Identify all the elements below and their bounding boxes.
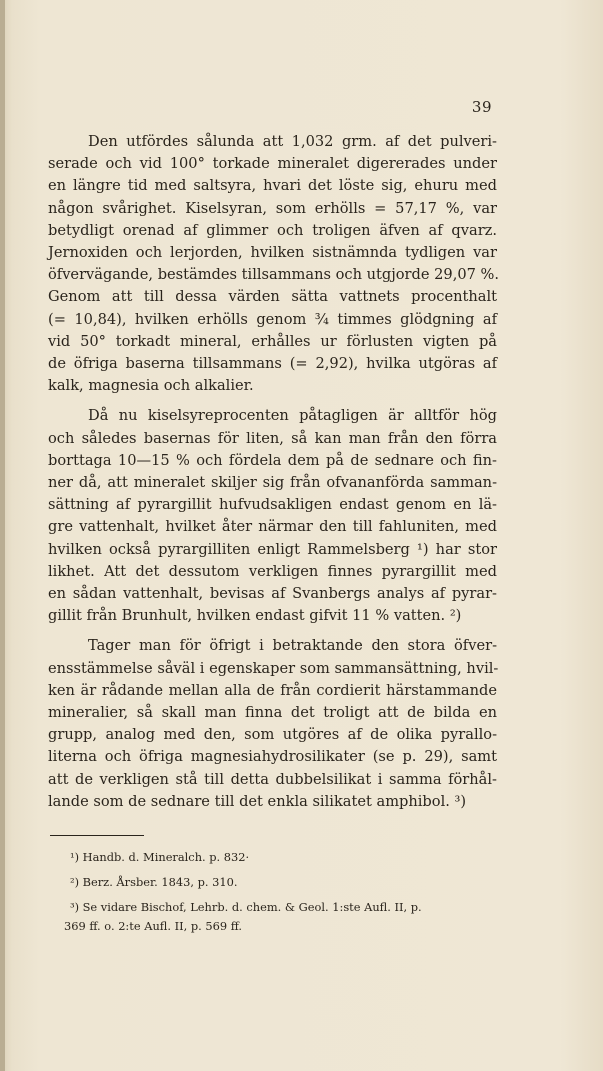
text-line: Den utfördes sålunda att 1,032 grm. af det pulveri-	[88, 133, 497, 150]
text-line: vid 50° torkadt mineral, erhålles ur förlusten vigten på	[48, 332, 497, 350]
text-line: gillit från Brunhult, hvilken endast gifvit 11 % vatten. ²)	[48, 607, 462, 625]
paragraph-2	[48, 405, 497, 627]
text-line: mineralier, så skall man finna det troligt att de bilda en	[48, 704, 497, 722]
text-line: en längre tid med saltsyra, hvari det löste sig, ehuru med	[48, 177, 497, 195]
text-line: ken är rådande mellan alla de från cordierit härstammande	[48, 681, 497, 699]
text-line: grupp, analog med den, som utgöres af de olika pyrallo-	[48, 726, 497, 744]
text-line: lande som de sednare till det enkla silikatet amphibol. ³)	[48, 792, 467, 810]
text-line: betydligt orenad af glimmer och troligen äfven af qvarz.	[48, 221, 497, 239]
footnote-2: ²) Berz. Årsber. 1843, p. 310.	[70, 875, 238, 889]
footnote-3: ³) Se vidare Bischof, Lehrb. d. chem. & Geol. 1:ste Aufl. II, p.	[70, 900, 422, 914]
text-line: serade och vid 100° torkade mineralet digererades under	[48, 155, 497, 173]
text-line: någon svårighet. Kiselsyran, som erhölls = 57,17 %, var	[48, 199, 497, 217]
text-line: sättning af pyrargillit hufvudsakligen endast genom en lä-	[48, 496, 497, 514]
text-line: kalk, magnesia och alkalier.	[48, 377, 254, 395]
footnote-1: ¹) Handb. d. Mineralch. p. 832·	[70, 850, 250, 864]
text-line: Genom att till dessa värden sätta vattnets procenthalt	[48, 288, 497, 306]
text-line: (= 10,84), hvilken erhölls genom ¾ timmes glödgning af	[48, 310, 497, 328]
text-line: hvilken också pyrargilliten enligt Rammelsberg ¹) har stor	[48, 540, 497, 558]
text-line: likhet. Att det dessutom verkligen finnes pyrargillit med	[48, 562, 497, 580]
paragraph-1	[48, 131, 500, 397]
text-line: borttaga 10—15 % och fördela dem på de sednare och fin-	[48, 451, 497, 469]
paragraph-3	[48, 635, 497, 813]
text-line: Jernoxiden och lerjorden, hvilken sistnämnda tydligen var	[48, 244, 497, 262]
text-line: och således basernas för liten, så kan man från den förra	[48, 429, 497, 447]
text-line: Då nu kiselsyreprocenten påtagligen är alltför hög	[88, 407, 497, 425]
footnote-3-continuation: 369 ff. o. 2:te Aufl. II, p. 569 ff.	[64, 919, 243, 933]
text-line: ensstämmelse såväl i egenskaper som sammansättning, hvil-	[48, 659, 499, 677]
text-line: gre vattenhalt, hvilket åter närmar den till fahluniten, med	[48, 518, 497, 536]
text-line: att de verkligen stå till detta dubbelsilikat i samma förhål-	[48, 770, 497, 788]
text-line: de öfriga baserna tillsammans (= 2,92), hvilka utgöras af	[48, 355, 497, 373]
text-line: en sådan vattenhalt, bevisas af Svanbergs analys af pyrar-	[48, 585, 497, 603]
text-line: literna och öfriga magnesiahydrosilikater (se p. 29), samt	[48, 748, 497, 766]
footnotes	[64, 848, 498, 936]
text-line: öfvervägande, bestämdes tillsammans och utgjorde 29,07 %.	[48, 266, 500, 284]
text-line: Tager man för öfrigt i betraktande den stora öfver-	[88, 637, 497, 655]
text-line: ner då, att mineralet skiljer sig från ofvananförda samman-	[48, 474, 497, 492]
page-number: 39	[471, 98, 492, 116]
page-binding-edge	[0, 0, 5, 1071]
body-text	[48, 131, 500, 813]
footnote-divider	[50, 835, 144, 836]
